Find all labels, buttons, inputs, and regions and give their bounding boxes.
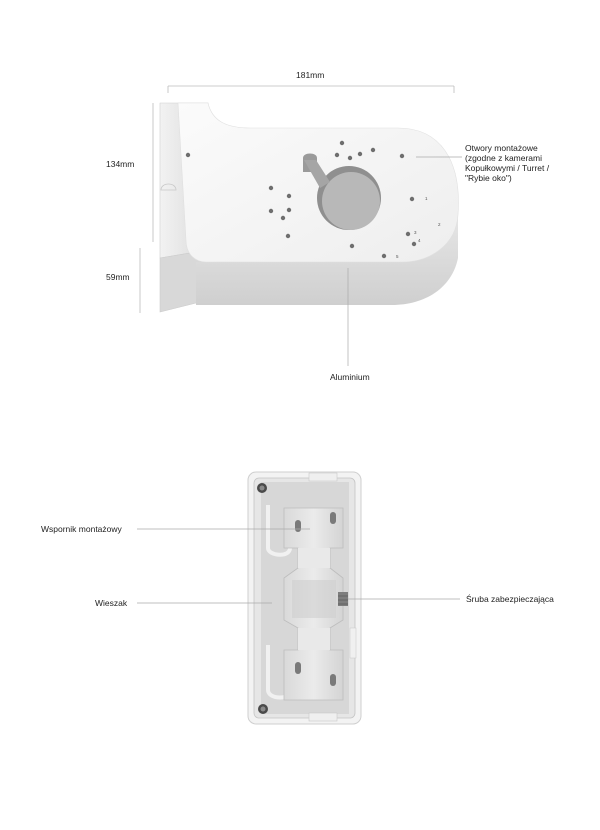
back-box-render	[248, 472, 361, 724]
dimension-width-line	[168, 86, 454, 93]
callout-safety-screw: Śruba zabezpieczająca	[466, 594, 554, 604]
callout-mounting-bracket: Wspornik montażowy	[41, 524, 122, 534]
dimension-height-lower-label: 59mm	[106, 272, 130, 282]
callout-hanger: Wieszak	[95, 598, 128, 608]
hole-number-4: 4	[418, 238, 421, 243]
dimension-height-upper-label: 134mm	[106, 159, 135, 169]
hole-number-1: 1	[425, 196, 428, 201]
hole-number-3: 3	[414, 230, 417, 235]
hole-number-5: 5	[396, 254, 399, 259]
dimension-width-label: 181mm	[296, 70, 325, 80]
hole-number-2: 2	[438, 222, 441, 227]
mount-plate-render	[160, 103, 458, 312]
callout-mounting-holes: Otwory montażowe (zgodne z kamerami Kopułkowymi / Turret / "Rybie oko")	[465, 143, 550, 183]
callout-material: Aluminium	[330, 372, 370, 382]
